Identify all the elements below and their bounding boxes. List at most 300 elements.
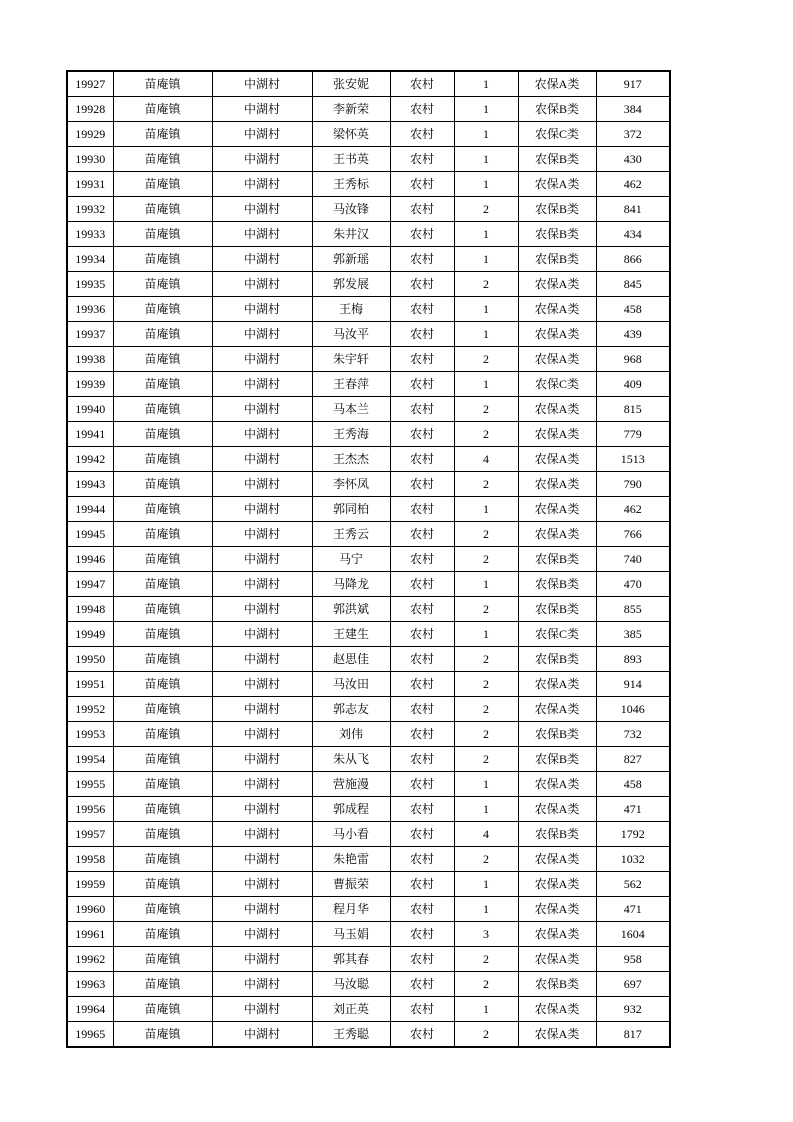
cell-insurance-category: 农保C类 [518,622,596,647]
cell-person-name: 朱从飞 [312,747,390,772]
cell-town: 苗庵镇 [113,297,212,322]
cell-village: 中湖村 [212,772,312,797]
cell-amount: 827 [596,747,670,772]
cell-household-type: 农村 [390,922,454,947]
cell-town: 苗庵镇 [113,322,212,347]
cell-village: 中湖村 [212,572,312,597]
cell-town: 苗庵镇 [113,222,212,247]
table-row [67,447,670,472]
cell-person-count: 1 [454,97,518,122]
cell-person-count: 1 [454,622,518,647]
cell-household-type: 农村 [390,972,454,997]
cell-record-id: 19956 [67,797,113,822]
table-row [67,897,670,922]
table-body [67,71,670,1047]
cell-town: 苗庵镇 [113,672,212,697]
cell-person-count: 2 [454,972,518,997]
table-row [67,947,670,972]
cell-village: 中湖村 [212,297,312,322]
table-row [67,222,670,247]
cell-person-name: 马汝聪 [312,972,390,997]
cell-town: 苗庵镇 [113,597,212,622]
cell-person-name: 王春萍 [312,372,390,397]
cell-insurance-category: 农保B类 [518,197,596,222]
cell-amount: 372 [596,122,670,147]
cell-town: 苗庵镇 [113,772,212,797]
cell-amount: 855 [596,597,670,622]
cell-person-name: 马降龙 [312,572,390,597]
cell-village: 中湖村 [212,197,312,222]
cell-village: 中湖村 [212,622,312,647]
cell-village: 中湖村 [212,872,312,897]
cell-insurance-category: 农保A类 [518,797,596,822]
cell-household-type: 农村 [390,622,454,647]
table-row [67,997,670,1022]
cell-village: 中湖村 [212,122,312,147]
cell-village: 中湖村 [212,372,312,397]
cell-person-count: 2 [454,347,518,372]
cell-village: 中湖村 [212,897,312,922]
table-row [67,397,670,422]
cell-person-count: 2 [454,647,518,672]
cell-insurance-category: 农保A类 [518,922,596,947]
cell-person-count: 1 [454,247,518,272]
cell-village: 中湖村 [212,272,312,297]
cell-town: 苗庵镇 [113,897,212,922]
cell-person-name: 马汝田 [312,672,390,697]
cell-household-type: 农村 [390,772,454,797]
cell-person-name: 程月华 [312,897,390,922]
cell-household-type: 农村 [390,547,454,572]
cell-town: 苗庵镇 [113,422,212,447]
table-row [67,372,670,397]
cell-village: 中湖村 [212,1022,312,1048]
cell-town: 苗庵镇 [113,447,212,472]
cell-record-id: 19939 [67,372,113,397]
cell-insurance-category: 农保A类 [518,897,596,922]
cell-town: 苗庵镇 [113,572,212,597]
cell-village: 中湖村 [212,722,312,747]
cell-person-count: 1 [454,497,518,522]
cell-household-type: 农村 [390,122,454,147]
cell-record-id: 19954 [67,747,113,772]
cell-household-type: 农村 [390,847,454,872]
cell-insurance-category: 农保A类 [518,847,596,872]
cell-person-count: 1 [454,872,518,897]
cell-person-name: 营施漫 [312,772,390,797]
cell-household-type: 农村 [390,797,454,822]
cell-record-id: 19930 [67,147,113,172]
cell-amount: 458 [596,772,670,797]
cell-insurance-category: 农保B类 [518,222,596,247]
cell-record-id: 19949 [67,622,113,647]
cell-person-name: 梁怀英 [312,122,390,147]
cell-record-id: 19962 [67,947,113,972]
cell-insurance-category: 农保A类 [518,297,596,322]
cell-village: 中湖村 [212,647,312,672]
cell-record-id: 19950 [67,647,113,672]
cell-household-type: 农村 [390,1022,454,1048]
cell-amount: 790 [596,472,670,497]
cell-town: 苗庵镇 [113,972,212,997]
cell-amount: 409 [596,372,670,397]
cell-person-count: 1 [454,122,518,147]
cell-village: 中湖村 [212,71,312,97]
cell-person-count: 2 [454,397,518,422]
table-row [67,622,670,647]
cell-village: 中湖村 [212,747,312,772]
cell-amount: 845 [596,272,670,297]
cell-village: 中湖村 [212,322,312,347]
cell-town: 苗庵镇 [113,622,212,647]
cell-household-type: 农村 [390,147,454,172]
cell-amount: 779 [596,422,670,447]
cell-amount: 1792 [596,822,670,847]
cell-person-count: 2 [454,747,518,772]
cell-record-id: 19951 [67,672,113,697]
cell-insurance-category: 农保B类 [518,572,596,597]
cell-person-count: 2 [454,847,518,872]
table-row [67,322,670,347]
cell-insurance-category: 农保B类 [518,247,596,272]
cell-insurance-category: 农保C类 [518,122,596,147]
cell-person-count: 1 [454,897,518,922]
cell-amount: 732 [596,722,670,747]
cell-household-type: 农村 [390,672,454,697]
cell-record-id: 19933 [67,222,113,247]
cell-village: 中湖村 [212,797,312,822]
cell-insurance-category: 农保A类 [518,522,596,547]
cell-record-id: 19932 [67,197,113,222]
cell-village: 中湖村 [212,547,312,572]
cell-household-type: 农村 [390,247,454,272]
cell-person-count: 2 [454,422,518,447]
cell-village: 中湖村 [212,222,312,247]
cell-person-name: 王秀海 [312,422,390,447]
table-row [67,872,670,897]
cell-person-count: 1 [454,222,518,247]
cell-amount: 385 [596,622,670,647]
cell-amount: 430 [596,147,670,172]
cell-person-name: 王秀云 [312,522,390,547]
cell-person-name: 张安妮 [312,71,390,97]
cell-person-count: 2 [454,1022,518,1048]
cell-amount: 968 [596,347,670,372]
cell-town: 苗庵镇 [113,147,212,172]
cell-person-name: 郭成程 [312,797,390,822]
cell-person-count: 2 [454,197,518,222]
cell-village: 中湖村 [212,922,312,947]
table-row [67,147,670,172]
cell-amount: 932 [596,997,670,1022]
cell-amount: 917 [596,71,670,97]
cell-person-count: 2 [454,472,518,497]
table-row [67,922,670,947]
table-row [67,247,670,272]
cell-town: 苗庵镇 [113,397,212,422]
table-row [67,71,670,97]
cell-household-type: 农村 [390,197,454,222]
table-row [67,572,670,597]
cell-person-name: 朱艳雷 [312,847,390,872]
cell-person-count: 2 [454,672,518,697]
cell-record-id: 19937 [67,322,113,347]
cell-household-type: 农村 [390,297,454,322]
cell-amount: 471 [596,897,670,922]
cell-insurance-category: 农保A类 [518,997,596,1022]
cell-record-id: 19960 [67,897,113,922]
cell-town: 苗庵镇 [113,722,212,747]
cell-record-id: 19947 [67,572,113,597]
cell-person-name: 王秀聪 [312,1022,390,1048]
cell-insurance-category: 农保B类 [518,547,596,572]
cell-amount: 462 [596,172,670,197]
table-row [67,97,670,122]
table-row [67,797,670,822]
cell-record-id: 19941 [67,422,113,447]
cell-insurance-category: 农保B类 [518,147,596,172]
cell-amount: 462 [596,497,670,522]
table-row [67,1022,670,1048]
cell-household-type: 农村 [390,647,454,672]
cell-insurance-category: 农保B类 [518,597,596,622]
cell-town: 苗庵镇 [113,197,212,222]
cell-person-count: 1 [454,772,518,797]
cell-town: 苗庵镇 [113,847,212,872]
cell-person-name: 王杰杰 [312,447,390,472]
cell-insurance-category: 农保A类 [518,872,596,897]
cell-insurance-category: 农保A类 [518,472,596,497]
cell-village: 中湖村 [212,397,312,422]
cell-insurance-category: 农保A类 [518,497,596,522]
cell-town: 苗庵镇 [113,647,212,672]
cell-town: 苗庵镇 [113,947,212,972]
table-row [67,497,670,522]
table-row [67,772,670,797]
cell-village: 中湖村 [212,522,312,547]
cell-village: 中湖村 [212,997,312,1022]
cell-insurance-category: 农保B类 [518,747,596,772]
cell-insurance-category: 农保A类 [518,422,596,447]
cell-amount: 893 [596,647,670,672]
table-row [67,472,670,497]
cell-person-count: 1 [454,797,518,822]
cell-amount: 562 [596,872,670,897]
table-row [67,747,670,772]
cell-village: 中湖村 [212,847,312,872]
cell-person-count: 3 [454,922,518,947]
cell-insurance-category: 农保B类 [518,647,596,672]
cell-record-id: 19931 [67,172,113,197]
cell-household-type: 农村 [390,897,454,922]
cell-insurance-category: 农保A类 [518,697,596,722]
cell-person-name: 马玉娟 [312,922,390,947]
cell-town: 苗庵镇 [113,97,212,122]
cell-insurance-category: 农保A类 [518,1022,596,1048]
cell-person-count: 2 [454,597,518,622]
cell-record-id: 19964 [67,997,113,1022]
cell-household-type: 农村 [390,497,454,522]
cell-person-name: 马汝锋 [312,197,390,222]
table-row [67,822,670,847]
cell-person-name: 郭志友 [312,697,390,722]
table-row [67,122,670,147]
cell-amount: 434 [596,222,670,247]
cell-town: 苗庵镇 [113,472,212,497]
cell-town: 苗庵镇 [113,122,212,147]
cell-town: 苗庵镇 [113,997,212,1022]
cell-person-name: 刘正英 [312,997,390,1022]
cell-town: 苗庵镇 [113,172,212,197]
cell-record-id: 19942 [67,447,113,472]
cell-household-type: 农村 [390,71,454,97]
cell-record-id: 19945 [67,522,113,547]
cell-person-count: 2 [454,697,518,722]
cell-record-id: 19955 [67,772,113,797]
cell-amount: 1046 [596,697,670,722]
cell-record-id: 19963 [67,972,113,997]
cell-amount: 841 [596,197,670,222]
cell-household-type: 农村 [390,947,454,972]
cell-household-type: 农村 [390,322,454,347]
cell-person-name: 马本兰 [312,397,390,422]
cell-amount: 458 [596,297,670,322]
cell-amount: 1604 [596,922,670,947]
cell-insurance-category: 农保A类 [518,322,596,347]
table-row [67,697,670,722]
cell-village: 中湖村 [212,347,312,372]
cell-person-count: 1 [454,297,518,322]
cell-record-id: 19965 [67,1022,113,1048]
cell-person-name: 李怀凤 [312,472,390,497]
table-row [67,672,670,697]
cell-person-count: 1 [454,322,518,347]
cell-person-count: 1 [454,572,518,597]
cell-person-name: 曹振荣 [312,872,390,897]
cell-household-type: 农村 [390,172,454,197]
cell-person-name: 朱宇轩 [312,347,390,372]
cell-household-type: 农村 [390,822,454,847]
cell-town: 苗庵镇 [113,272,212,297]
cell-town: 苗庵镇 [113,697,212,722]
cell-household-type: 农村 [390,697,454,722]
cell-household-type: 农村 [390,422,454,447]
cell-person-count: 1 [454,372,518,397]
cell-amount: 866 [596,247,670,272]
table-row [67,297,670,322]
cell-amount: 439 [596,322,670,347]
cell-amount: 815 [596,397,670,422]
cell-insurance-category: 农保A类 [518,172,596,197]
table-row [67,522,670,547]
cell-amount: 958 [596,947,670,972]
table-row [67,972,670,997]
cell-village: 中湖村 [212,422,312,447]
cell-insurance-category: 农保A类 [518,347,596,372]
cell-insurance-category: 农保A类 [518,71,596,97]
cell-amount: 471 [596,797,670,822]
cell-village: 中湖村 [212,147,312,172]
cell-person-name: 王书英 [312,147,390,172]
cell-person-name: 郭洪斌 [312,597,390,622]
cell-amount: 914 [596,672,670,697]
cell-household-type: 农村 [390,572,454,597]
cell-record-id: 19940 [67,397,113,422]
cell-village: 中湖村 [212,822,312,847]
cell-household-type: 农村 [390,97,454,122]
cell-record-id: 19944 [67,497,113,522]
cell-town: 苗庵镇 [113,497,212,522]
cell-record-id: 19961 [67,922,113,947]
cell-record-id: 19935 [67,272,113,297]
table-row [67,597,670,622]
cell-town: 苗庵镇 [113,247,212,272]
cell-person-count: 2 [454,722,518,747]
cell-person-count: 2 [454,522,518,547]
cell-town: 苗庵镇 [113,522,212,547]
cell-village: 中湖村 [212,497,312,522]
cell-town: 苗庵镇 [113,747,212,772]
cell-household-type: 农村 [390,597,454,622]
cell-person-name: 马宁 [312,547,390,572]
cell-insurance-category: 农保B类 [518,822,596,847]
cell-record-id: 19943 [67,472,113,497]
cell-insurance-category: 农保B类 [518,722,596,747]
table-row [67,422,670,447]
cell-household-type: 农村 [390,272,454,297]
cell-household-type: 农村 [390,872,454,897]
cell-village: 中湖村 [212,97,312,122]
cell-household-type: 农村 [390,522,454,547]
cell-person-name: 王梅 [312,297,390,322]
cell-household-type: 农村 [390,372,454,397]
cell-household-type: 农村 [390,997,454,1022]
cell-village: 中湖村 [212,697,312,722]
cell-person-name: 郭新瑶 [312,247,390,272]
cell-person-count: 1 [454,147,518,172]
cell-town: 苗庵镇 [113,822,212,847]
cell-record-id: 19936 [67,297,113,322]
cell-insurance-category: 农保A类 [518,447,596,472]
table-row [67,547,670,572]
cell-village: 中湖村 [212,172,312,197]
cell-person-name: 郭发展 [312,272,390,297]
cell-village: 中湖村 [212,247,312,272]
cell-town: 苗庵镇 [113,872,212,897]
cell-insurance-category: 农保A类 [518,772,596,797]
cell-record-id: 19928 [67,97,113,122]
cell-person-name: 李新荣 [312,97,390,122]
cell-insurance-category: 农保A类 [518,272,596,297]
cell-village: 中湖村 [212,597,312,622]
cell-insurance-category: 农保A类 [518,947,596,972]
cell-record-id: 19948 [67,597,113,622]
cell-town: 苗庵镇 [113,1022,212,1048]
cell-household-type: 农村 [390,722,454,747]
cell-town: 苗庵镇 [113,547,212,572]
cell-amount: 470 [596,572,670,597]
cell-amount: 766 [596,522,670,547]
cell-person-name: 马小看 [312,822,390,847]
table-row [67,647,670,672]
cell-person-name: 郭其春 [312,947,390,972]
cell-person-count: 1 [454,997,518,1022]
cell-amount: 384 [596,97,670,122]
cell-village: 中湖村 [212,447,312,472]
cell-person-count: 2 [454,547,518,572]
cell-amount: 817 [596,1022,670,1048]
table-row [67,347,670,372]
